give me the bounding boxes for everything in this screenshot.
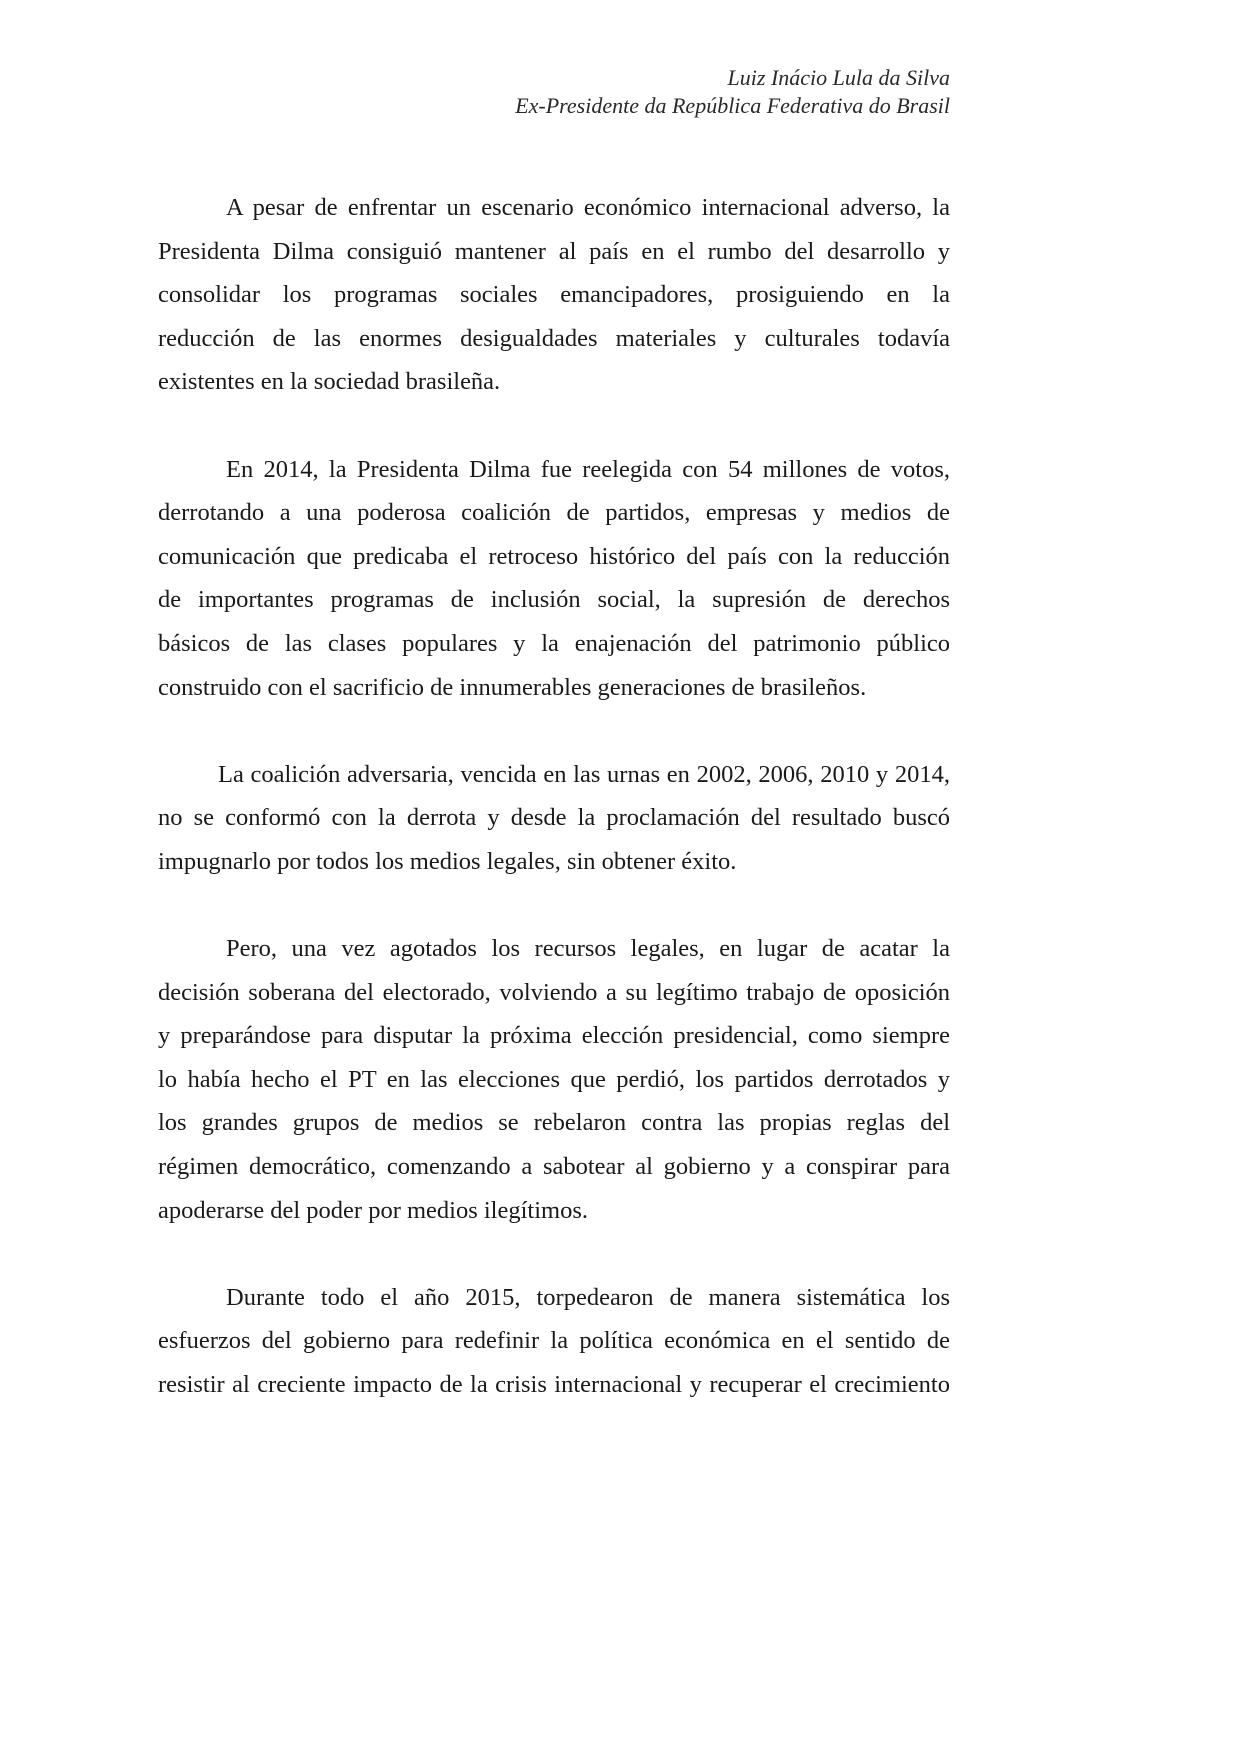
text-line: apoderarse del poder por medios ilegítimos. bbox=[158, 1196, 588, 1224]
paragraph bbox=[158, 927, 950, 1232]
text-line: decisión soberana del electorado, volviendo a su legítimo trabajo de oposición bbox=[158, 978, 950, 1006]
letter-body bbox=[158, 186, 950, 1450]
text-line: comunicación que predicaba el retroceso histórico del país con la reducción bbox=[158, 542, 950, 570]
text-line: y preparándose para disputar la próxima elección presidencial, como siempre bbox=[158, 1022, 950, 1050]
text-line: reducción de las enormes desigualdades materiales y culturales todavía bbox=[158, 324, 950, 352]
text-line: resistir al creciente impacto de la crisis internacional y recuperar el crecimiento bbox=[158, 1371, 950, 1399]
text-line: En 2014, la Presidenta Dilma fue reelegida con 54 millones de votos, bbox=[226, 455, 950, 483]
paragraph bbox=[158, 448, 950, 710]
text-line: Pero, una vez agotados los recursos legales, en lugar de acatar la bbox=[226, 935, 950, 963]
author-name: Luiz Inácio Lula da Silva bbox=[727, 65, 950, 90]
text-line: construido con el sacrificio de innumerables generaciones de brasileños. bbox=[158, 673, 867, 701]
text-line: A pesar de enfrentar un escenario económico internacional adverso, la bbox=[226, 194, 950, 221]
text-line: consolidar los programas sociales emancipadores, prosiguiendo en la bbox=[158, 281, 950, 309]
paragraph bbox=[158, 186, 950, 404]
text-line: derrotando a una poderosa coalición de partidos, empresas y medios de bbox=[158, 499, 950, 527]
text-line: impugnarlo por todos los medios legales, sin obtener éxito. bbox=[158, 847, 737, 875]
paragraph bbox=[158, 753, 950, 884]
text-line: La coalición adversaria, vencida en las urnas en 2002, 2006, 2010 y 2014, bbox=[218, 760, 950, 788]
letter-header bbox=[515, 64, 950, 120]
text-line: de importantes programas de inclusión social, la supresión de derechos bbox=[158, 586, 950, 614]
text-line: existentes en la sociedad brasileña. bbox=[158, 368, 501, 396]
text-line: esfuerzos del gobierno para redefinir la política económica en el sentido de bbox=[158, 1327, 950, 1355]
text-line: no se conformó con la derrota y desde la proclamación del resultado buscó bbox=[158, 804, 950, 832]
text-line: básicos de las clases populares y la enajenación del patrimonio público bbox=[158, 629, 950, 657]
text-line: los grandes grupos de medios se rebelaron contra las propias reglas del bbox=[158, 1109, 950, 1137]
author-title: Ex-Presidente da República Federativa do Brasil bbox=[515, 93, 950, 118]
text-line: Presidenta Dilma consiguió mantener al país en el rumbo del desarrollo y bbox=[158, 237, 950, 265]
paragraph bbox=[158, 1276, 950, 1407]
text-line: lo había hecho el PT en las elecciones que perdió, los partidos derrotados y bbox=[158, 1065, 950, 1093]
text-line: Durante todo el año 2015, torpedearon de manera sistemática los bbox=[226, 1283, 950, 1311]
text-line: régimen democrático, comenzando a sabotear al gobierno y a conspirar para bbox=[158, 1153, 950, 1181]
